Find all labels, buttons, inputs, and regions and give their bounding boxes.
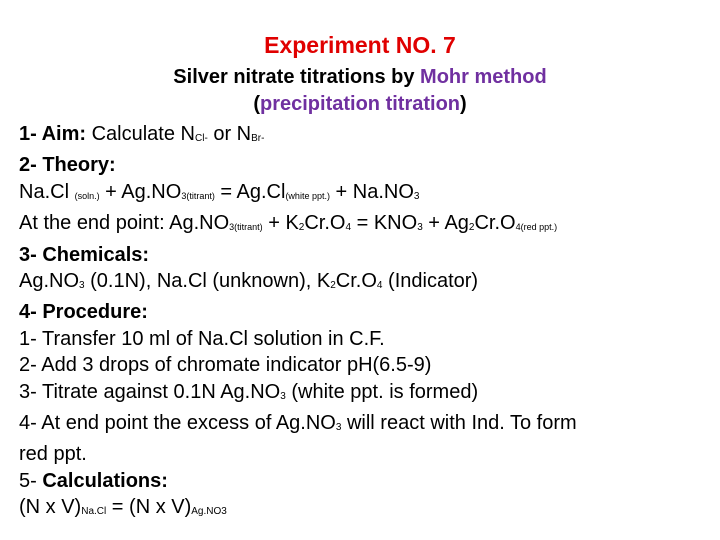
r2-sub-e: 2: [468, 222, 475, 234]
step4-text-a: 4- At end point the excess of Ag.NO: [19, 412, 336, 435]
chem-text-b: (0.1N), Na.Cl (unknown), K: [84, 270, 331, 293]
calculations-heading: [19, 468, 709, 494]
r1-text-d: + Na.NO: [329, 180, 414, 203]
r2-sub-c: 4: [345, 222, 352, 234]
step4-sub: 3: [335, 422, 342, 434]
r2-text-e: + Ag: [422, 212, 469, 235]
calc-text-a: (N x V): [19, 496, 82, 519]
aim-sub-cl: Cl-: [195, 133, 208, 144]
subtitle-paren-close: ): [460, 93, 467, 115]
aim-label: 1- Aim:: [19, 123, 92, 145]
r1-sub-a: (soln.): [74, 190, 100, 201]
chem-text-c: Cr.O: [335, 270, 377, 293]
theory-heading: 2- Theory:: [19, 154, 116, 177]
r2-text-d: = KNO: [351, 212, 418, 235]
r1-sub-d: 3: [413, 190, 420, 202]
calc-number: 5-: [19, 469, 43, 492]
subtitle-text: Silver nitrate titrations by: [173, 66, 421, 88]
step3-text-a: 3- Titrate against 0.1N Ag.NO: [19, 380, 281, 403]
chem-sub-a: 3: [79, 280, 85, 292]
chemicals-heading: 3- Chemicals:: [19, 243, 150, 266]
procedure-step-4-cont: red ppt.: [19, 443, 87, 466]
chem-sub-b: 2: [330, 280, 336, 292]
r2-sub-b: 2: [298, 222, 305, 234]
r2-sub-a: 3(titrant): [229, 222, 263, 233]
calc-sub-b: Ag.NO3: [191, 506, 227, 518]
reaction-2: [19, 210, 709, 241]
aim-or: or N: [207, 123, 252, 145]
r1-text-b: + Ag.NO: [99, 180, 182, 203]
r2-sub-d: 3: [417, 222, 423, 234]
procedure-step-4: [19, 410, 709, 441]
reaction-1: [19, 179, 709, 210]
aim-sub-br: Br-: [251, 133, 265, 144]
r1-sub-b: 3(titrant): [181, 190, 215, 201]
chemicals-line: [19, 268, 709, 299]
step3-sub: 3: [280, 390, 286, 402]
r2-sub-f: 4(red ppt.): [515, 222, 558, 233]
r2-text-c: Cr.O: [304, 212, 346, 235]
r1-text-a: Na.Cl: [19, 180, 75, 203]
subtitle-method: Mohr method: [420, 66, 547, 88]
subtitle-type: precipitation titration: [260, 93, 460, 115]
content-body: [19, 121, 709, 526]
procedure-heading: 4- Procedure:: [19, 301, 148, 324]
aim-text: Calculate N: [91, 123, 195, 145]
r2-text-f: Cr.O: [474, 212, 516, 235]
procedure-step-2: 2- Add 3 drops of chromate indicator pH(6.5-9): [19, 354, 432, 377]
experiment-title: Experiment NO. 7: [264, 32, 456, 58]
calculation-formula: [19, 494, 709, 525]
calc-sub-a: Na.Cl: [81, 506, 107, 518]
procedure-step-1: 1- Transfer 10 ml of Na.Cl solution in C.F.: [19, 327, 385, 350]
r2-text-a: At the end point: Ag.NO: [19, 212, 230, 235]
aim-line: [19, 121, 709, 152]
chem-text-d: (Indicator): [382, 270, 479, 293]
r1-text-c: = Ag.Cl: [214, 180, 286, 203]
step4-text-b: will react with Ind. To form: [341, 412, 577, 435]
subtitle-line-2: [0, 93, 720, 116]
subtitle-paren-open: (: [253, 93, 260, 115]
calc-text-b: = (N x V): [106, 496, 192, 519]
procedure-step-3: [19, 379, 709, 410]
r1-sub-c: (white ppt.): [285, 190, 330, 201]
subtitle-line-1: [0, 66, 720, 89]
chem-sub-c: 4: [376, 280, 383, 292]
r2-text-b: + K: [262, 212, 299, 235]
calc-heading-text: Calculations:: [42, 469, 168, 492]
step3-text-b: (white ppt. is formed): [285, 380, 479, 403]
chem-text-a: Ag.NO: [19, 270, 80, 293]
